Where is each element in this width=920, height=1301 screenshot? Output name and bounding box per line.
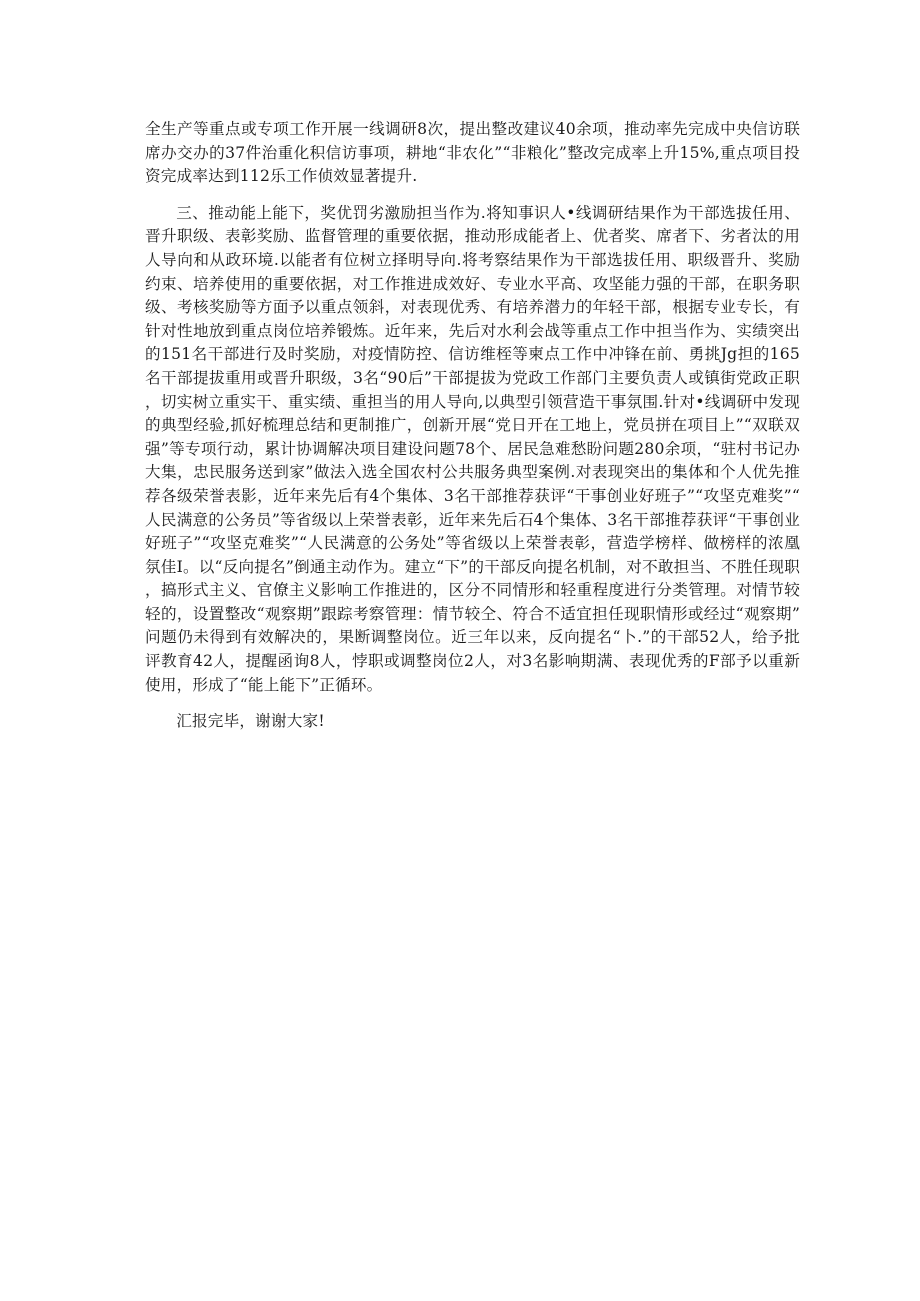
paragraph-gap xyxy=(145,697,800,710)
paragraph-gap xyxy=(145,189,800,202)
paragraph-continuation: 全生产等重点或专项工作开展一线调研8次，提出整改建议40余项，推动率先完成中央信访联席办交办的37件治重化积信访事项，耕地“非农化”“非粮化”整改完成率上升15%,重点项目投资完成率达到112乐工作侦效显著提升. xyxy=(145,120,800,186)
paragraph-section-three: 三、推动能上能下，奖优罚劣激励担当作为.将知事识人•线调研结果作为干部选拔任用、晋升职级、表彰奖励、监督管理的重要依据，推动形成能者上、优者奖、席者下、劣者汰的用人导向和从政环境.以能者有位树立择明导向.将考察结果作为干部选拔任用、职级晋升、奖励约束、培养使用的重要依据，对工作推进成效好、专业水平高、攻坚能力强的干部，在职务职级、考核奖励等方面予以重点领斜，对表现优秀、有培养潜力的年轻干部，根据专业专长，有针对性地放到重点岗位培养锻炼。近年来，先后对水利会战等重点工作中担当作为、实绩突出的151名干部进行及时奖励，对疫情防控、信访维桎等柬点工作中冲锋在前、勇挑Jg担的165名干部提拔重用或晋升职级，3名“90后”干部提拔为党政工作部门主要负责人或镇街党政正职，切实树立重实干、重实绩、重担当的用人导向,以典型引领营造干事氛围.针对•线调研中发现的典型经验,抓好梳理总结和更制推广，创新开展“党日开在工地上，党员拼在项目上”“双联双强”等专项行动，累计协调解决项目建设问题78个、居民急难愁盼问题280余项，“驻村书记办大集，忠民服务送到家”做法入选全国农村公共服务典型案例.对表现突出的集体和个人优先推荐各级荣誉表影，近年来先后有4个集体、3名干部推荐获评“干事创业好班子”“攻坚克难奖”“人民满意的公务员”等省级以上荣誉表彰，近年来先后石4个集体、3名干部推荐获评“干事创业好班子”“攻坚克难奖”“人民满意的公务处”等省级以上荣誉表彰，营造学榜样、做榜样的浓凰氛佳I。以“反向提名”倒通主动作为。建立“下”的干部反向提名机制，对不敢担当、不胜任现职，搞形式主义、官僚主义影响工作推进的，区分不同情形和轻重程度进行分类管理。对情节较轻的，设置整改“观察期”跟踪考察管理：情节较仝、符合不适宜担任现职情形或经过“观察期”问题仍未得到有效解决的，果断调整岗位。近三年以来，反向提名“卜.”的干部52人，给予批评教育42人，提醒函询8人，悖职或调整岗位2人，对3名影响期满、表现优秀的F部予以重新使用，形成了“能上能下”正循环。 xyxy=(145,203,801,694)
document-page xyxy=(145,118,800,734)
paragraph-closing: 汇报完毕，谢谢大家! xyxy=(176,712,325,731)
